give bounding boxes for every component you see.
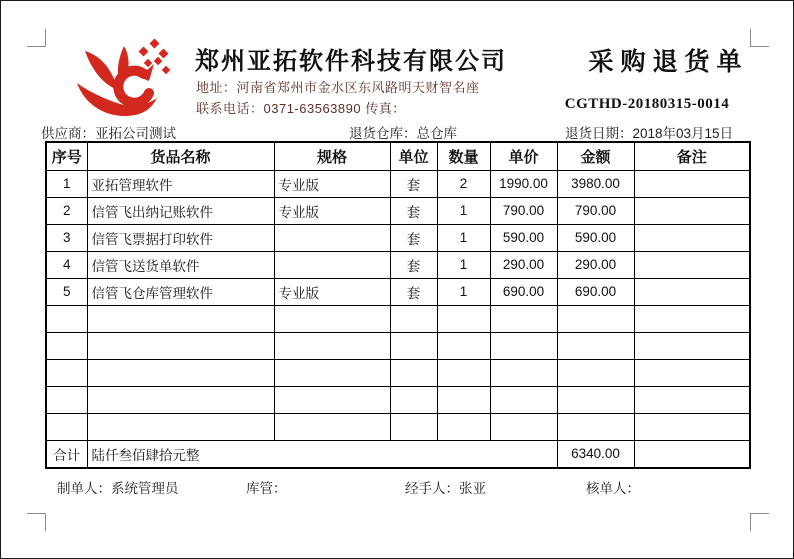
table-cell [390, 359, 437, 386]
table-cell [634, 413, 750, 440]
table-cell [274, 332, 390, 359]
table-cell [557, 386, 634, 413]
col-header-remark: 备注 [634, 142, 750, 170]
handler-field: 经手人：张亚 [405, 481, 486, 496]
total-label: 合计 [46, 440, 87, 468]
table-cell: 790.00 [490, 197, 557, 224]
col-header-price: 单价 [490, 142, 557, 170]
table-cell: 套 [390, 197, 437, 224]
empty-table-row [46, 305, 750, 332]
table-cell: 套 [390, 170, 437, 197]
table-cell: 专业版 [274, 197, 390, 224]
table-cell [46, 359, 87, 386]
table-cell [634, 359, 750, 386]
table-cell [390, 305, 437, 332]
table-cell [490, 359, 557, 386]
table-cell [390, 386, 437, 413]
table-cell: 4 [46, 251, 87, 278]
table-cell [274, 413, 390, 440]
table-cell [46, 332, 87, 359]
goods-table [45, 141, 751, 469]
table-cell: 3980.00 [557, 170, 634, 197]
table-row [46, 278, 750, 305]
total-remark [634, 440, 750, 468]
table-cell [274, 305, 390, 332]
table-cell [557, 413, 634, 440]
total-amount-in-words: 陆仟叁佰肆拾元整 [87, 440, 557, 468]
table-cell: 信管飞仓库管理软件 [87, 278, 274, 305]
return-date-field: 退货日期：2018年03月15日 [565, 126, 734, 141]
table-cell: 专业版 [274, 170, 390, 197]
table-cell [390, 413, 437, 440]
table-cell [274, 251, 390, 278]
text-boundary-mark-top-left [27, 29, 46, 47]
empty-table-row [46, 386, 750, 413]
table-cell [557, 305, 634, 332]
table-cell: 2 [46, 197, 87, 224]
table-cell: 专业版 [274, 278, 390, 305]
table-cell [490, 332, 557, 359]
table-cell [490, 305, 557, 332]
warehouse-keeper-field: 库管： [246, 481, 287, 496]
col-header-name: 货品名称 [87, 142, 274, 170]
maker-field: 制单人：系统管理员 [57, 481, 179, 496]
table-cell: 5 [46, 278, 87, 305]
table-cell [274, 224, 390, 251]
empty-table-row [46, 332, 750, 359]
table-cell [87, 359, 274, 386]
table-header-row [46, 142, 750, 170]
col-header-qty: 数量 [437, 142, 490, 170]
table-cell: 690.00 [557, 278, 634, 305]
table-cell [390, 332, 437, 359]
table-cell: 1990.00 [490, 170, 557, 197]
table-cell: 1 [437, 251, 490, 278]
table-cell: 1 [46, 170, 87, 197]
text-boundary-mark-bottom-left [27, 513, 46, 531]
table-cell: 3 [46, 224, 87, 251]
table-cell [634, 386, 750, 413]
table-cell: 套 [390, 224, 437, 251]
text-boundary-mark-bottom-right [750, 513, 769, 531]
table-cell: 790.00 [557, 197, 634, 224]
table-cell [634, 278, 750, 305]
table-cell [437, 305, 490, 332]
table-cell [46, 413, 87, 440]
table-cell: 1 [437, 278, 490, 305]
table-cell: 690.00 [490, 278, 557, 305]
company-address: 地址：河南省郑州市金水区东风路明天财智名座 [196, 80, 480, 95]
table-cell [87, 305, 274, 332]
table-cell [634, 305, 750, 332]
table-cell: 信管飞出纳记账软件 [87, 197, 274, 224]
table-cell [274, 386, 390, 413]
table-cell [274, 359, 390, 386]
total-amount: 6340.00 [557, 440, 634, 468]
table-cell [46, 305, 87, 332]
table-row [46, 197, 750, 224]
table-cell: 2 [437, 170, 490, 197]
table-cell [490, 386, 557, 413]
col-header-spec: 规格 [274, 142, 390, 170]
table-row [46, 224, 750, 251]
table-cell: 290.00 [557, 251, 634, 278]
table-body [46, 170, 750, 440]
table-cell [87, 332, 274, 359]
col-header-seq: 序号 [46, 142, 87, 170]
table-cell: 290.00 [490, 251, 557, 278]
table-cell [557, 359, 634, 386]
return-warehouse-field: 退货仓库：总仓库 [349, 126, 457, 141]
table-cell: 590.00 [490, 224, 557, 251]
table-cell [634, 224, 750, 251]
col-header-unit: 单位 [390, 142, 437, 170]
table-cell: 信管飞送货单软件 [87, 251, 274, 278]
company-logo-icon [57, 31, 189, 125]
table-row [46, 170, 750, 197]
supplier-field: 供应商：亚拓公司测试 [41, 126, 176, 141]
table-cell [634, 170, 750, 197]
table-cell [490, 413, 557, 440]
table-cell: 信管飞票据打印软件 [87, 224, 274, 251]
table-cell [87, 386, 274, 413]
table-cell [437, 359, 490, 386]
total-row [46, 440, 750, 468]
table-cell [634, 251, 750, 278]
table-cell: 1 [437, 197, 490, 224]
table-row [46, 251, 750, 278]
checker-field: 核单人： [586, 481, 640, 496]
empty-table-row [46, 359, 750, 386]
table-cell [557, 332, 634, 359]
table-cell [437, 413, 490, 440]
table-cell: 590.00 [557, 224, 634, 251]
company-phone: 联系电话：0371-63563890 传真： [196, 101, 406, 116]
table-cell [437, 332, 490, 359]
table-cell: 套 [390, 251, 437, 278]
table-cell: 1 [437, 224, 490, 251]
table-cell [46, 386, 87, 413]
document-title: 采购退货单 [588, 48, 749, 76]
document-number: CGTHD-20180315-0014 [564, 96, 730, 112]
table-cell: 套 [390, 278, 437, 305]
table-cell [634, 197, 750, 224]
table-cell [87, 413, 274, 440]
company-name: 郑州亚拓软件科技有限公司 [195, 48, 507, 75]
table-cell: 亚拓管理软件 [87, 170, 274, 197]
table-cell [437, 386, 490, 413]
empty-table-row [46, 413, 750, 440]
col-header-amount: 金额 [557, 142, 634, 170]
table-cell [634, 332, 750, 359]
